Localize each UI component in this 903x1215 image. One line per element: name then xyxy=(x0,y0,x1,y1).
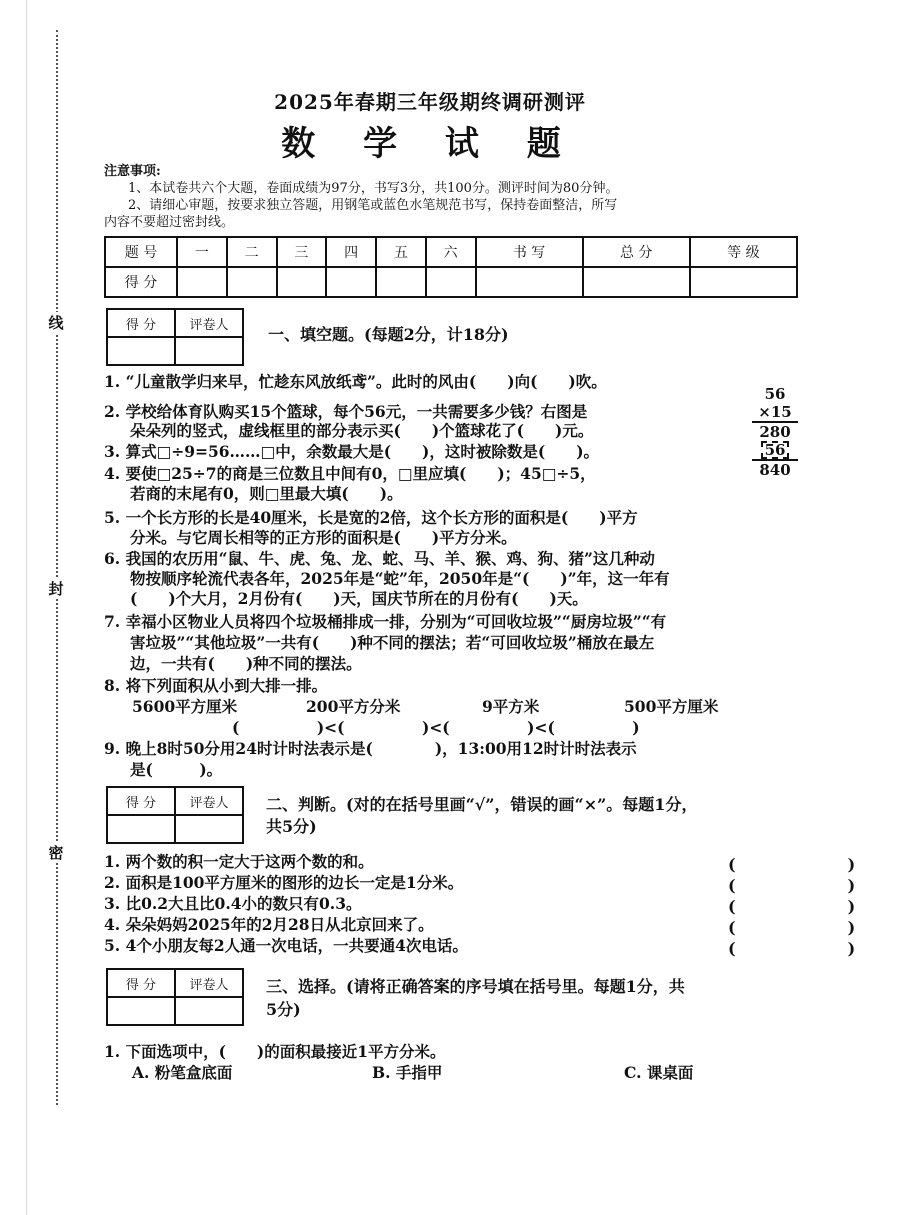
score-header-cell: 三 xyxy=(277,237,327,267)
score-cell[interactable] xyxy=(326,267,376,297)
score-cell[interactable] xyxy=(583,267,690,297)
s2-item-3: 3. 比0.2大且比0.4小的数只有0.3。 xyxy=(104,894,362,913)
score-header-cell: 一 xyxy=(177,237,227,267)
s1-q9-line1: 9. 晚上8时50分用24时计时法表示是( )，13:00用12时计时法表示 xyxy=(104,739,637,758)
subject-title: 数 学 试 题 xyxy=(281,124,579,164)
s1-q6-line2: 物按顺序轮流代表各年，2025年是“蛇”年，2050年是“( )”年，这一年有 xyxy=(130,569,670,588)
grader-name-cell[interactable] xyxy=(175,337,243,365)
s2-item-4: 4. 朵朵妈妈2025年的2月28日从北京回来了。 xyxy=(104,915,434,934)
s2-item-1: 1. 两个数的积一定大于这两个数的和。 xyxy=(104,852,374,871)
grader-score-cell[interactable] xyxy=(107,997,175,1025)
section1-title: 一、填空题。(每题2分，计18分) xyxy=(268,325,509,344)
seal-mark-xian: 线 xyxy=(44,312,68,333)
s2-answer-paren-4[interactable]: ( ) xyxy=(728,918,903,937)
score-cell[interactable] xyxy=(426,267,476,297)
s2-answer-paren-5[interactable]: ( ) xyxy=(728,939,903,958)
s1-q8-item-1: 5600平方厘米 xyxy=(132,697,238,716)
score-cell[interactable] xyxy=(476,267,583,297)
score-cell[interactable] xyxy=(227,267,277,297)
grader-name-cell[interactable] xyxy=(175,815,243,843)
grader-score-label: 得 分 xyxy=(107,969,175,997)
calc-multiplicand: 56 xyxy=(764,385,786,403)
grader-score-cell[interactable] xyxy=(107,815,175,843)
seal-mark-mi: 密 xyxy=(44,842,68,863)
score-cell[interactable] xyxy=(177,267,227,297)
s3-q1-option-a: A. 粉笔盒底面 xyxy=(132,1063,233,1082)
grader-score-label: 得 分 xyxy=(107,787,175,815)
vertical-calculation xyxy=(752,385,798,479)
score-table xyxy=(104,236,798,298)
score-cell[interactable] xyxy=(690,267,797,297)
score-header-cell: 等 级 xyxy=(690,237,797,267)
s1-q8-item-3: 9平方米 xyxy=(482,697,540,716)
s1-q8-item-4: 500平方厘米 xyxy=(624,697,719,716)
s1-q1: 1. “儿童散学归来早，忙趁东风放纸鸢”。此时的风由( )向( )吹。 xyxy=(104,372,607,391)
s2-answer-paren-2[interactable]: ( ) xyxy=(728,876,903,895)
s1-q6-line1: 6. 我国的农历用“鼠、牛、虎、兔、龙、蛇、马、羊、猴、鸡、狗、猪”这几种动 xyxy=(104,549,655,568)
grader-box-3 xyxy=(106,968,244,1026)
s3-q1-option-b: B. 手指甲 xyxy=(372,1063,443,1082)
score-cell[interactable] xyxy=(277,267,327,297)
s1-q7-line3: 边，一共有( )种不同的摆法。 xyxy=(130,654,362,673)
s2-answer-paren-3[interactable]: ( ) xyxy=(728,897,903,916)
grader-name-label: 评卷人 xyxy=(175,969,243,997)
calc-partial-1: 280 xyxy=(752,421,798,441)
grader-name-label: 评卷人 xyxy=(175,309,243,337)
exam-title: 2025年春期三年级期终调研测评 xyxy=(274,90,586,114)
score-header-cell: 二 xyxy=(227,237,277,267)
score-header-cell: 题 号 xyxy=(105,237,177,267)
grader-box-1 xyxy=(106,308,244,366)
s1-q8-item-2: 200平方分米 xyxy=(306,697,401,716)
calc-product: 840 xyxy=(752,459,798,479)
score-header-cell: 五 xyxy=(376,237,426,267)
s3-q1: 1. 下面选项中，( )的面积最接近1平方分米。 xyxy=(104,1042,446,1061)
s1-q4-line1: 4. 要使□25÷7的商是三位数且中间有0，□里应填( )；45□÷5， xyxy=(104,464,596,483)
s1-q6-line3: ( )个大月，2月份有( )天，国庆节所在的月份有( )天。 xyxy=(130,589,588,608)
s1-q4-line2: 若商的末尾有0，则□里最大填( )。 xyxy=(130,484,403,503)
grader-box-2 xyxy=(106,786,244,844)
s1-q7-line1: 7. 幸福小区物业人员将四个垃圾桶排成一排，分别为“可回收垃圾”“厨房垃圾”“有 xyxy=(104,612,667,631)
score-table-row xyxy=(105,267,797,297)
s1-q5-line1: 5. 一个长方形的长是40厘米，长是宽的2倍，这个长方形的面积是( )平方 xyxy=(104,508,638,527)
seal-line xyxy=(56,30,58,1105)
notice-heading: 注意事项: xyxy=(104,164,161,179)
s1-q7-line2: 害垃圾”“其他垃圾”一共有( )种不同的摆法；若“可回收垃圾”桶放在最左 xyxy=(130,633,655,652)
s1-q3: 3. 算式□÷9=56……□中，余数最大是( )，这时被除数是( )。 xyxy=(104,442,600,461)
score-row-label: 得 分 xyxy=(105,267,177,297)
notice-item-2: 2、请细心审题，按要求独立答题，用钢笔或蓝色水笔规范书写，保持卷面整洁，所写 xyxy=(128,198,618,213)
calc-partial-2-dashed-box: 56 xyxy=(761,441,790,459)
s1-q9-line2: 是( )。 xyxy=(130,760,223,779)
s2-item-5: 5. 4个小朋友每2人通一次电话，一共要通4次电话。 xyxy=(104,936,468,955)
grader-score-cell[interactable] xyxy=(107,337,175,365)
grader-name-label: 评卷人 xyxy=(175,787,243,815)
s1-q8-blanks: ( )<( )<( )<( ) xyxy=(232,718,640,737)
seal-mark-feng: 封 xyxy=(44,578,68,599)
section2-title-line1: 二、判断。(对的在括号里画“√”，错误的画“×”。每题1分， xyxy=(266,795,698,814)
s1-q5-line2: 分米。与它周长相等的正方形的面积是( )平方分米。 xyxy=(130,528,517,547)
s2-answer-paren-1[interactable]: ( ) xyxy=(728,855,903,874)
score-header-cell: 书 写 xyxy=(476,237,583,267)
s1-q2-line1: 2. 学校给体育队购买15个篮球，每个56元，一共需要多少钱？右图是 xyxy=(104,402,588,421)
score-header-cell: 四 xyxy=(326,237,376,267)
section2-title-line2: 共5分) xyxy=(266,817,317,836)
calc-multiplier: ×15 xyxy=(758,403,792,421)
grader-name-cell[interactable] xyxy=(175,997,243,1025)
s2-item-2: 2. 面积是100平方厘米的图形的边长一定是1分米。 xyxy=(104,873,464,892)
notice-item-3: 内容不要超过密封线。 xyxy=(104,215,235,230)
grader-score-label: 得 分 xyxy=(107,309,175,337)
s1-q2-line2: 朵朵列的竖式，虚线框里的部分表示买( )个篮球花了( )元。 xyxy=(130,421,594,440)
s1-q8: 8. 将下列面积从小到大排一排。 xyxy=(104,676,328,695)
s3-q1-option-c: C. 课桌面 xyxy=(624,1063,694,1082)
score-header-cell: 六 xyxy=(426,237,476,267)
score-table-header xyxy=(105,237,797,267)
section3-title-line1: 三、选择。(请将正确答案的序号填在括号里。每题1分，共 xyxy=(266,977,685,996)
section3-title-line2: 5分) xyxy=(266,1000,301,1019)
page-edge xyxy=(26,0,27,1215)
score-header-cell: 总 分 xyxy=(583,237,690,267)
score-cell[interactable] xyxy=(376,267,426,297)
notice-item-1: 1、本试卷共六个大题，卷面成绩为97分，书写3分，共100分。测评时间为80分钟。 xyxy=(128,181,619,196)
